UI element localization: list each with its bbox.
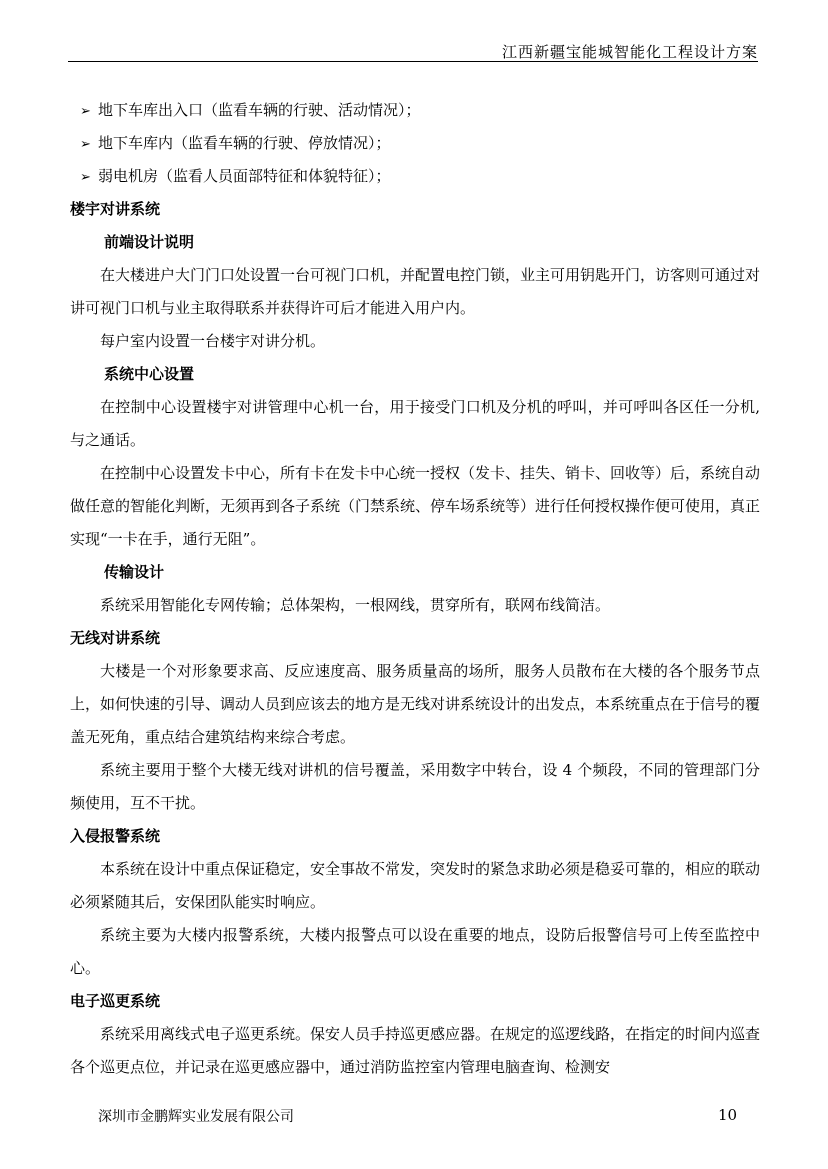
paragraph: 本系统在设计中重点保证稳定，安全事故不常发，突发时的紧急求助必须是稳妥可靠的，相应的联动必须紧随其后，安保团队能实时响应。 <box>70 860 761 911</box>
paragraph: 系统采用智能化专网传输；总体架构，一根网线，贯穿所有，联网布线简洁。 <box>100 596 611 614</box>
subheading-transmission: 传输设计 <box>104 563 165 581</box>
paragraph: 系统主要用于整个大楼无线对讲机的信号覆盖，采用数字中转台，设 4 个频段，不同的管理部门分频使用，互不干扰。 <box>70 761 760 812</box>
arrow-bullet-icon: ➢ <box>80 137 91 152</box>
arrow-bullet-icon: ➢ <box>80 104 91 119</box>
bullet-item <box>70 160 760 193</box>
bullet-item <box>70 127 760 160</box>
bullet-text: 弱电机房（监看人员面部特征和体貌特征）； <box>98 167 391 185</box>
page-header-title: 江西新疆宝能城智能化工程设计方案 <box>501 43 758 61</box>
paragraph: 在大楼进户大门门口处设置一台可视门口机，并配置电控门锁，业主可用钥匙开门，访客则可通过对讲可视门口机与业主取得联系并获得许可后才能进入用户内。 <box>70 266 761 317</box>
arrow-bullet-icon: ➢ <box>80 170 91 185</box>
paragraph: 每户室内设置一台楼宇对讲分机。 <box>100 332 326 350</box>
subheading-front-design: 前端设计说明 <box>104 233 195 251</box>
paragraph: 在控制中心设置发卡中心，所有卡在发卡中心统一授权（发卡、挂失、销卡、回收等）后，系统自动做任意的智能化判断，无须再到各子系统（门禁系统、停车场系统等）进行任何授权操作便可使用，真正实现“一卡在手，通行无阻”。 <box>70 464 761 548</box>
footer-company: 深圳市金鹏辉实业发展有限公司 <box>98 1109 294 1125</box>
subheading-system-center: 系统中心设置 <box>104 365 195 383</box>
bullet-item <box>70 94 760 127</box>
section-heading-patrol: 电子巡更系统 <box>70 992 161 1010</box>
paragraph: 系统主要为大楼内报警系统，大楼内报警点可以设在重要的地点，设防后报警信号可上传至监控中心。 <box>70 926 760 977</box>
header-divider <box>68 61 758 62</box>
paragraph: 系统采用离线式电子巡更系统。保安人员手持巡更感应器。在规定的巡逻线路，在指定的时间内巡查各个巡更点位，并记录在巡更感应器中，通过消防监控室内管理电脑查询、检测安 <box>70 1025 761 1076</box>
bullet-text: 地下车库内（监看车辆的行驶、停放情况）； <box>98 134 391 152</box>
paragraph: 大楼是一个对形象要求高、反应速度高、服务质量高的场所，服务人员散布在大楼的各个服务节点上，如何快速的引导、调动人员到应该去的地方是无线对讲系统设计的出发点，本系统重点在于信号的覆盖无死角，重点结合建筑结构来综合考虑。 <box>70 662 761 746</box>
section-heading-wireless: 无线对讲系统 <box>70 629 161 647</box>
section-heading-alarm: 入侵报警系统 <box>70 827 161 845</box>
section-heading-intercom: 楼宇对讲系统 <box>70 200 161 218</box>
page-number: 10 <box>718 1106 738 1124</box>
bullet-text: 地下车库出入口（监看车辆的行驶、活动情况）； <box>98 101 421 119</box>
paragraph: 在控制中心设置楼宇对讲管理中心机一台，用于接受门口机及分机的呼叫，并可呼叫各区任一分机,与之通话。 <box>70 398 760 449</box>
document-body <box>70 94 760 1084</box>
